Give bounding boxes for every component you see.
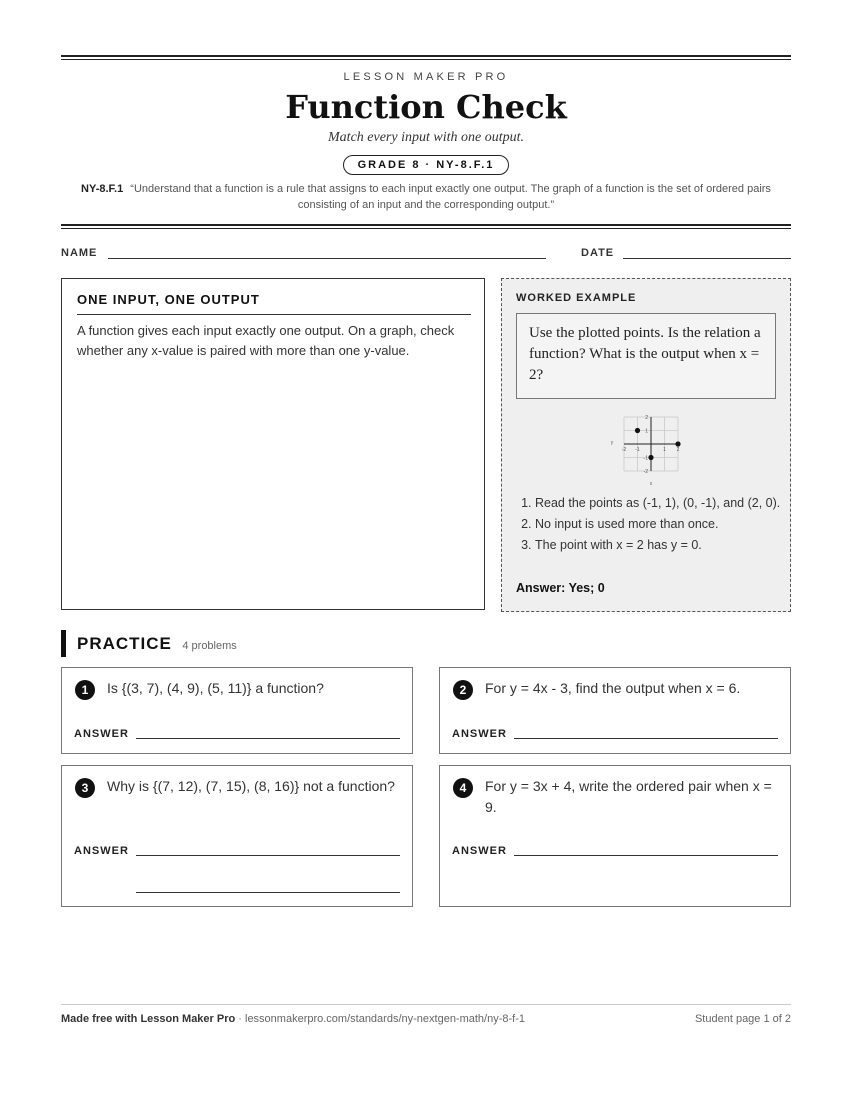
worked-example-question: Use the plotted points. Is the relation a function? What is the output when x = 2? [516, 313, 776, 399]
name-label: NAME [61, 247, 98, 259]
standard-code: NY-8.F.1 [81, 183, 124, 195]
graph-axes [621, 417, 678, 471]
footer-url[interactable]: · lessonmakerpro.com/standards/ny-nextgen-math/ny-8-f-1 [235, 1013, 526, 1025]
problem-card [439, 667, 791, 754]
answer-line[interactable] [136, 738, 400, 739]
data-point [648, 455, 653, 460]
y-tick-label: -1 [643, 455, 648, 462]
problem-question: For y = 3x + 4, write the ordered pair when x = 9. [485, 778, 772, 815]
standard-statement [61, 181, 791, 213]
problem-number-badge: 4 [453, 778, 473, 798]
practice-title: PRACTICE [77, 634, 172, 653]
date-field[interactable] [623, 258, 791, 259]
bottom-double-rule [61, 224, 791, 229]
page-title: Function Check [285, 88, 567, 126]
answer-label: ANSWER [452, 728, 507, 740]
worked-example-steps [516, 493, 797, 556]
worked-example-heading: WORKED EXAMPLE [516, 292, 637, 304]
y-tick-label: -2 [643, 469, 648, 475]
answer-label: ANSWER [74, 728, 129, 740]
top-double-rule [61, 55, 791, 60]
x-tick-label: -1 [635, 447, 640, 453]
coordinate-graph [608, 413, 694, 489]
name-field[interactable] [108, 258, 546, 259]
x-tick-label: -2 [621, 447, 627, 453]
answer-line[interactable] [514, 855, 778, 856]
footer-brand: Made free with Lesson Maker Pro [61, 1013, 236, 1025]
answer-line[interactable] [514, 738, 778, 739]
student-info-row [61, 246, 791, 262]
problem-card [439, 765, 791, 907]
y-tick-label: 2 [645, 415, 648, 421]
practice-count: 4 problems [182, 640, 237, 652]
page-subtitle: Match every input with one output. [328, 130, 524, 145]
answer-line[interactable] [136, 855, 400, 856]
data-point [675, 441, 680, 446]
answer-line-2[interactable] [136, 892, 400, 893]
y-tick-label: 1 [645, 428, 648, 435]
answer-label: ANSWER [452, 845, 507, 857]
problem-card [61, 667, 413, 754]
standard-text: “Understand that a function is a rule that assigns to each input exactly one output. The graph of a function is the set of ordered pairs consisting of an input and the corresponding output.” [130, 183, 771, 211]
x-tick-label: 2 [676, 447, 680, 453]
concept-divider [77, 314, 471, 315]
grade-badge: GRADE 8 · NY-8.F.1 [343, 155, 510, 175]
practice-heading [61, 630, 237, 657]
brand-name: LESSON MAKER PRO [343, 71, 509, 83]
problem-number-badge: 3 [75, 778, 95, 798]
date-label: DATE [581, 247, 615, 259]
problem-card [61, 765, 413, 907]
x-tick-label: 1 [663, 447, 666, 453]
problem-question: Is {(3, 7), (4, 9), (5, 11)} a function? [107, 680, 324, 696]
y-axis-label: y [610, 440, 614, 446]
step-item: 2. No input is used more than once. [535, 514, 797, 534]
answer-label: ANSWER [74, 845, 129, 857]
step-item: 3. The point with x = 2 has y = 0. [535, 535, 797, 555]
step-item: 1. Read the points as (-1, 1), (0, -1), and (2, 0). [535, 493, 797, 513]
worked-example-box [501, 278, 791, 612]
footer-page-number: Student page 1 of 2 [694, 1013, 791, 1025]
worksheet-header [61, 55, 791, 229]
concept-box [61, 278, 485, 610]
x-axis-label: x [649, 481, 653, 487]
problem-number-badge: 2 [453, 680, 473, 700]
concept-text: A function gives each input exactly one output. On a graph, check whether any x-value is paired with more than one y-value. [77, 323, 455, 358]
data-point [635, 428, 640, 433]
page-footer [61, 1004, 791, 1025]
problem-question: Why is {(7, 12), (7, 15), (8, 16)} not a function? [107, 778, 395, 794]
problem-number-badge: 1 [75, 680, 95, 700]
concept-heading: ONE INPUT, ONE OUTPUT [77, 292, 260, 307]
worked-example-answer: Answer: Yes; 0 [516, 581, 605, 595]
problem-question: For y = 4x - 3, find the output when x = 6. [485, 680, 741, 696]
